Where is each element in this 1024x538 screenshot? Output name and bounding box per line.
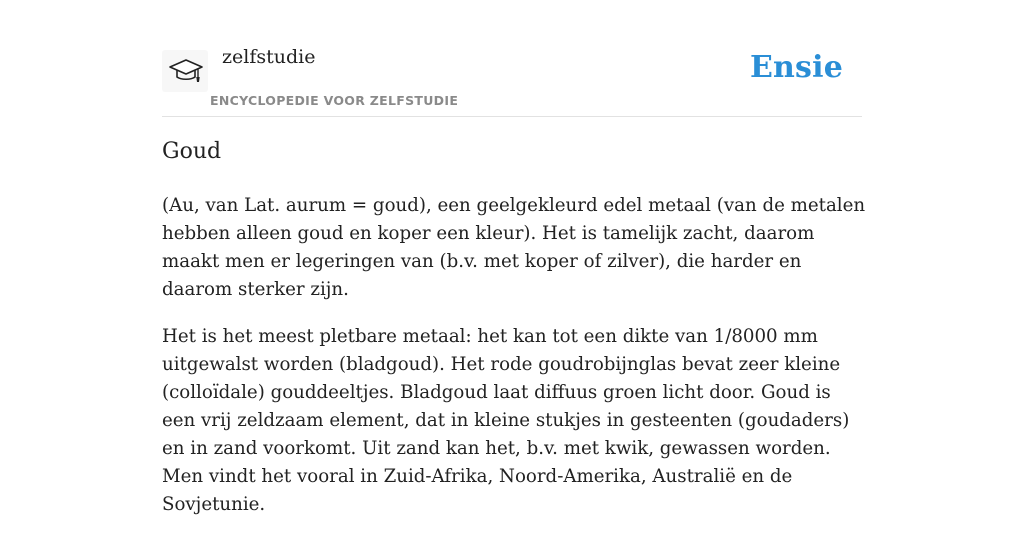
ensie-brand-link[interactable]: Ensie xyxy=(749,50,843,85)
article-paragraph: Het is het meest pletbare metaal: het kan tot een dikte van 1/8000 mm uitgewalst worden (bladgoud). Het rode goudrobijnglas bevat zeer kleine (colloïdale) gouddeeltjes. Bladgoud laat diffuus groen licht door. Goud is een vrij zeldzaam element, dat in kleine stukjes in gesteenten (goudaders) en in zand voorkomt. Uit zand kan het, b.v. met kwik, gewassen worden. Men vindt het vooral in Zuid-Afrika, Noord-Amerika, Australië en de Sovjetunie. xyxy=(162,326,850,515)
site-header xyxy=(162,0,862,117)
article-body xyxy=(162,192,867,538)
site-name-link[interactable]: zelfstudie xyxy=(222,46,316,68)
article-title: Goud xyxy=(162,139,222,164)
page-container xyxy=(162,0,866,515)
site-tagline: ENCYCLOPEDIE VOOR ZELFSTUDIE xyxy=(210,93,459,108)
article-paragraph: (Au, van Lat. aurum = goud), een geelgekleurd edel metaal (van de metalen hebben alleen goud en koper een kleur). Het is tamelijk zacht, daarom maakt men er legeringen van (b.v. met koper of zilver), die harder en daarom sterker zijn. xyxy=(162,195,866,300)
site-logo[interactable] xyxy=(162,50,208,92)
